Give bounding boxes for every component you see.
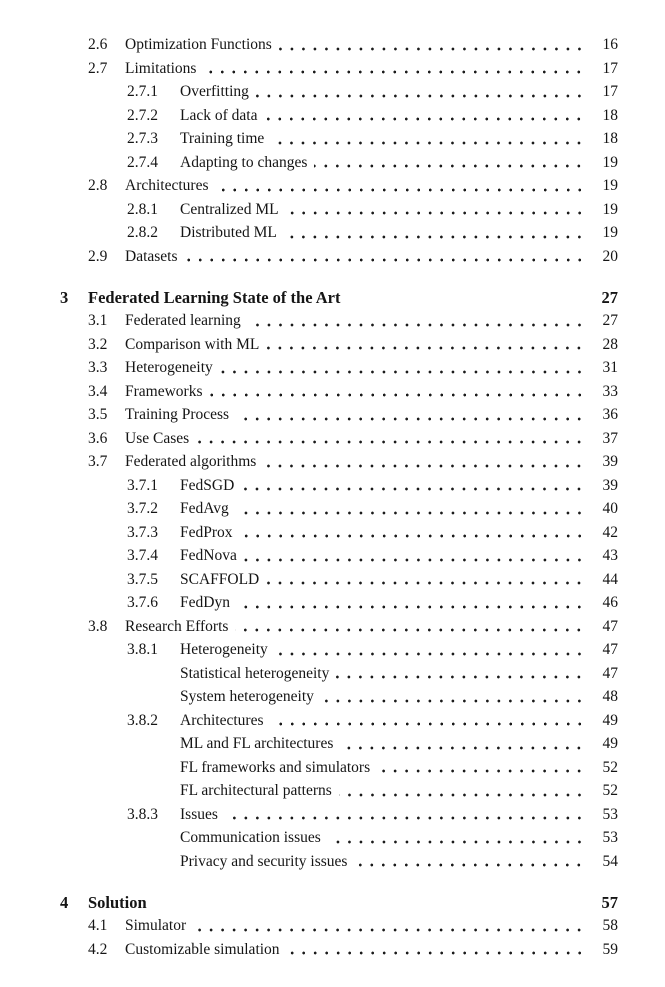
toc-entry-number: 4 [60, 892, 69, 912]
toc-entry-page-number: 49 [602, 711, 618, 729]
toc-entry-title: Federated learning [125, 312, 241, 329]
toc-entry[interactable] [127, 591, 618, 615]
toc-entry[interactable] [88, 615, 618, 639]
toc-entry-page-number: 31 [602, 359, 618, 376]
toc-entry-title: FedSGD [180, 476, 235, 494]
dot-leader [264, 117, 585, 121]
toc-entry-title: Limitations [125, 59, 197, 77]
dot-leader [235, 628, 585, 632]
toc-entry-title: Communication issues [180, 829, 321, 846]
toc-entry-page-number: 44 [602, 570, 618, 588]
toc-entry-title: Lack of data [180, 106, 258, 124]
toc-entry-number: 3.8.2 [127, 711, 158, 729]
dot-leader [236, 511, 585, 515]
toc-entry-page-number: 27 [602, 312, 618, 329]
toc-entry[interactable] [180, 779, 618, 803]
toc-entry-title: Privacy and security issues [180, 852, 348, 870]
toc-entry[interactable] [180, 662, 618, 686]
toc-entry-number: 3.7.1 [127, 476, 158, 494]
dot-leader [210, 393, 586, 397]
toc-entry-number: 2.8.2 [127, 224, 158, 241]
toc-entry-number: 3 [60, 287, 69, 307]
toc-entry-page-number: 43 [602, 547, 618, 564]
toc-entry-page-number: 42 [602, 523, 618, 541]
toc-entry-page-number: 59 [602, 940, 618, 958]
toc-entry-title: FedNova [180, 547, 237, 564]
toc-entry[interactable] [60, 286, 618, 310]
toc-entry[interactable] [88, 174, 618, 198]
dot-leader [193, 928, 585, 932]
toc-entry-title: System heterogeneity [180, 688, 314, 705]
toc-entry-title: Heterogeneity [180, 641, 268, 658]
toc-entry[interactable] [127, 221, 618, 245]
toc-entry-page-number: 20 [602, 247, 618, 265]
dot-leader [185, 258, 585, 262]
toc-entry[interactable] [88, 333, 618, 357]
dot-leader [236, 417, 585, 421]
toc-entry-title: Overfitting [180, 83, 249, 100]
toc-entry-title: ML and FL architectures [180, 735, 334, 752]
dot-leader [286, 211, 585, 215]
toc-entry-title: Architectures [125, 177, 209, 194]
toc-entry[interactable] [180, 756, 618, 780]
toc-entry-title: Training Process [125, 406, 230, 423]
toc-entry-title: Use Cases [125, 429, 190, 447]
toc-entry-title: Research Efforts [125, 617, 229, 635]
toc-entry-page-number: 19 [602, 153, 618, 171]
toc-entry[interactable] [88, 938, 618, 962]
dot-leader [266, 581, 585, 585]
toc-entry-title: Solution [88, 892, 147, 912]
toc-entry-page-number: 47 [602, 664, 618, 682]
toc-entry-title: FedProx [180, 523, 233, 541]
toc-list [60, 33, 618, 961]
toc-entry-number: 3.7.3 [127, 523, 158, 541]
toc-entry-page-number: 40 [602, 500, 618, 517]
dot-leader [216, 188, 586, 192]
toc-entry-title: Adapting to changes [180, 153, 308, 171]
dot-leader [240, 534, 585, 538]
toc-entry-page-number: 57 [601, 892, 618, 912]
toc-entry[interactable] [127, 709, 618, 733]
dot-leader [314, 164, 585, 168]
toc-entry-title: Statistical heterogeneity [180, 664, 330, 682]
toc-entry-number: 2.7.3 [127, 130, 158, 147]
toc-entry[interactable] [60, 891, 618, 915]
toc-entry[interactable] [127, 803, 618, 827]
toc-entry[interactable] [88, 380, 618, 404]
toc-entry-title: FL frameworks and simulators [180, 758, 371, 776]
toc-entry-page-number: 18 [602, 106, 618, 124]
toc-entry[interactable] [88, 356, 618, 380]
toc-entry-title: SCAFFOLD [180, 570, 260, 588]
toc-entry-page-number: 58 [602, 917, 618, 934]
toc-entry-page-number: 54 [602, 852, 618, 870]
toc-entry[interactable] [88, 33, 618, 57]
toc-entry[interactable] [127, 497, 618, 521]
toc-entry[interactable] [88, 450, 618, 474]
dot-leader [271, 722, 586, 726]
dot-leader [284, 235, 585, 239]
dot-leader [241, 487, 585, 491]
toc-entry-title: Training time [180, 130, 265, 147]
toc-entry-number: 2.7.4 [127, 153, 158, 171]
toc-entry[interactable] [127, 198, 618, 222]
toc-entry-page-number: 19 [602, 200, 618, 218]
toc-entry-title: Heterogeneity [125, 359, 213, 376]
toc-entry-title: Federated Learning State of the Art [88, 287, 341, 307]
toc-entry[interactable] [127, 80, 618, 104]
dot-leader [266, 346, 585, 350]
toc-entry-number: 3.7.2 [127, 500, 158, 517]
toc-entry-page-number: 36 [602, 406, 618, 423]
toc-entry-number: 2.8 [88, 177, 108, 194]
toc-entry-number: 3.8 [88, 617, 108, 635]
toc-entry-page-number: 52 [602, 782, 618, 799]
dot-leader [328, 840, 585, 844]
dot-leader [271, 141, 585, 145]
toc-entry-number: 3.8.3 [127, 805, 158, 823]
toc-entry-title: Datasets [125, 247, 178, 265]
toc-entry-number: 2.7.2 [127, 106, 158, 124]
toc-entry-number: 3.3 [88, 359, 108, 376]
toc-entry-page-number: 19 [602, 177, 618, 194]
toc-entry[interactable] [127, 151, 618, 175]
toc-entry-title: Comparison with ML [125, 335, 260, 353]
toc-entry-page-number: 37 [602, 429, 618, 447]
dot-leader [279, 47, 585, 51]
dot-leader [321, 699, 585, 703]
toc-entry-number: 3.7.4 [127, 547, 158, 564]
toc-entry-page-number: 27 [601, 287, 618, 307]
dot-leader [339, 793, 585, 797]
toc-entry-number: 2.7.1 [127, 83, 158, 100]
toc-entry-title: Simulator [125, 917, 187, 934]
toc-entry[interactable] [127, 104, 618, 128]
dot-leader [340, 746, 585, 750]
dot-leader [336, 675, 585, 679]
dot-leader [244, 558, 585, 562]
toc-entry-title: FedDyn [180, 594, 230, 611]
toc-entry[interactable] [127, 521, 618, 545]
dot-leader [196, 440, 585, 444]
toc-entry-page-number: 28 [602, 335, 618, 353]
toc-entry[interactable] [88, 427, 618, 451]
toc-entry-page-number: 46 [602, 594, 618, 611]
toc-entry-number: 3.6 [88, 429, 108, 447]
toc-entry-page-number: 39 [602, 476, 618, 494]
dot-leader [256, 94, 585, 98]
dot-leader [377, 769, 585, 773]
toc-entry-title: Optimization Functions [125, 36, 272, 53]
toc-entry-page-number: 19 [602, 224, 618, 241]
dot-leader [225, 816, 585, 820]
toc-entry[interactable] [180, 826, 618, 850]
toc-entry-number: 4.1 [88, 917, 108, 934]
toc-entry[interactable] [127, 638, 618, 662]
toc-entry[interactable] [88, 914, 618, 938]
dot-leader [275, 652, 585, 656]
toc-entry[interactable] [88, 57, 618, 81]
toc-entry-page-number: 17 [602, 59, 618, 77]
toc-entry-page-number: 33 [602, 382, 618, 400]
toc-entry-page-number: 18 [602, 130, 618, 147]
dot-leader [203, 70, 585, 74]
toc-entry-page-number: 39 [602, 453, 618, 470]
toc-entry-title: FL architectural patterns [180, 782, 332, 799]
toc-entry[interactable] [88, 403, 618, 427]
toc-entry-number: 3.7.6 [127, 594, 158, 611]
toc-entry-page-number: 52 [602, 758, 618, 776]
toc-entry-title: Federated algorithms [125, 453, 257, 470]
toc-entry[interactable] [180, 685, 618, 709]
toc-entry-number: 2.7 [88, 59, 108, 77]
toc-entry[interactable] [180, 850, 618, 874]
toc-entry-title: Customizable simulation [125, 940, 280, 958]
toc-entry-number: 3.5 [88, 406, 108, 423]
toc-entry-title: Centralized ML [180, 200, 279, 218]
dot-leader [354, 863, 585, 867]
dot-leader [220, 370, 585, 374]
toc-entry-title: Frameworks [125, 382, 203, 400]
toc-entry-number: 3.7 [88, 453, 108, 470]
toc-entry-number: 3.4 [88, 382, 108, 400]
toc-entry-number: 2.8.1 [127, 200, 158, 218]
dot-leader [287, 951, 585, 955]
toc-entry-page-number: 48 [602, 688, 618, 705]
toc-entry-page-number: 47 [602, 617, 618, 635]
dot-leader [263, 464, 585, 468]
dot-leader [237, 605, 585, 609]
toc-entry-title: Architectures [180, 711, 264, 729]
toc-entry-number: 3.1 [88, 312, 108, 329]
toc-entry[interactable] [127, 568, 618, 592]
toc-entry[interactable] [180, 732, 618, 756]
toc-entry-number: 2.9 [88, 247, 108, 265]
toc-entry-page-number: 17 [602, 83, 618, 100]
toc-entry-page-number: 53 [602, 805, 618, 823]
toc-entry-number: 3.2 [88, 335, 108, 353]
toc-entry[interactable] [127, 544, 618, 568]
toc-entry-number: 4.2 [88, 940, 108, 958]
toc-entry[interactable] [127, 127, 618, 151]
toc-entry[interactable] [88, 245, 618, 269]
toc-entry[interactable] [127, 474, 618, 498]
toc-entry-number: 3.8.1 [127, 641, 158, 658]
toc-entry[interactable] [88, 309, 618, 333]
toc-entry-number: 2.6 [88, 36, 108, 53]
toc-entry-title: FedAvg [180, 500, 229, 517]
toc-entry-page-number: 49 [602, 735, 618, 752]
toc-entry-page-number: 53 [602, 829, 618, 846]
toc-entry-page-number: 47 [602, 641, 618, 658]
toc-entry-page-number: 16 [602, 36, 618, 53]
toc-entry-number: 3.7.5 [127, 570, 158, 588]
toc-entry-title: Issues [180, 805, 218, 823]
toc-entry-title: Distributed ML [180, 224, 277, 241]
dot-leader [248, 323, 585, 327]
